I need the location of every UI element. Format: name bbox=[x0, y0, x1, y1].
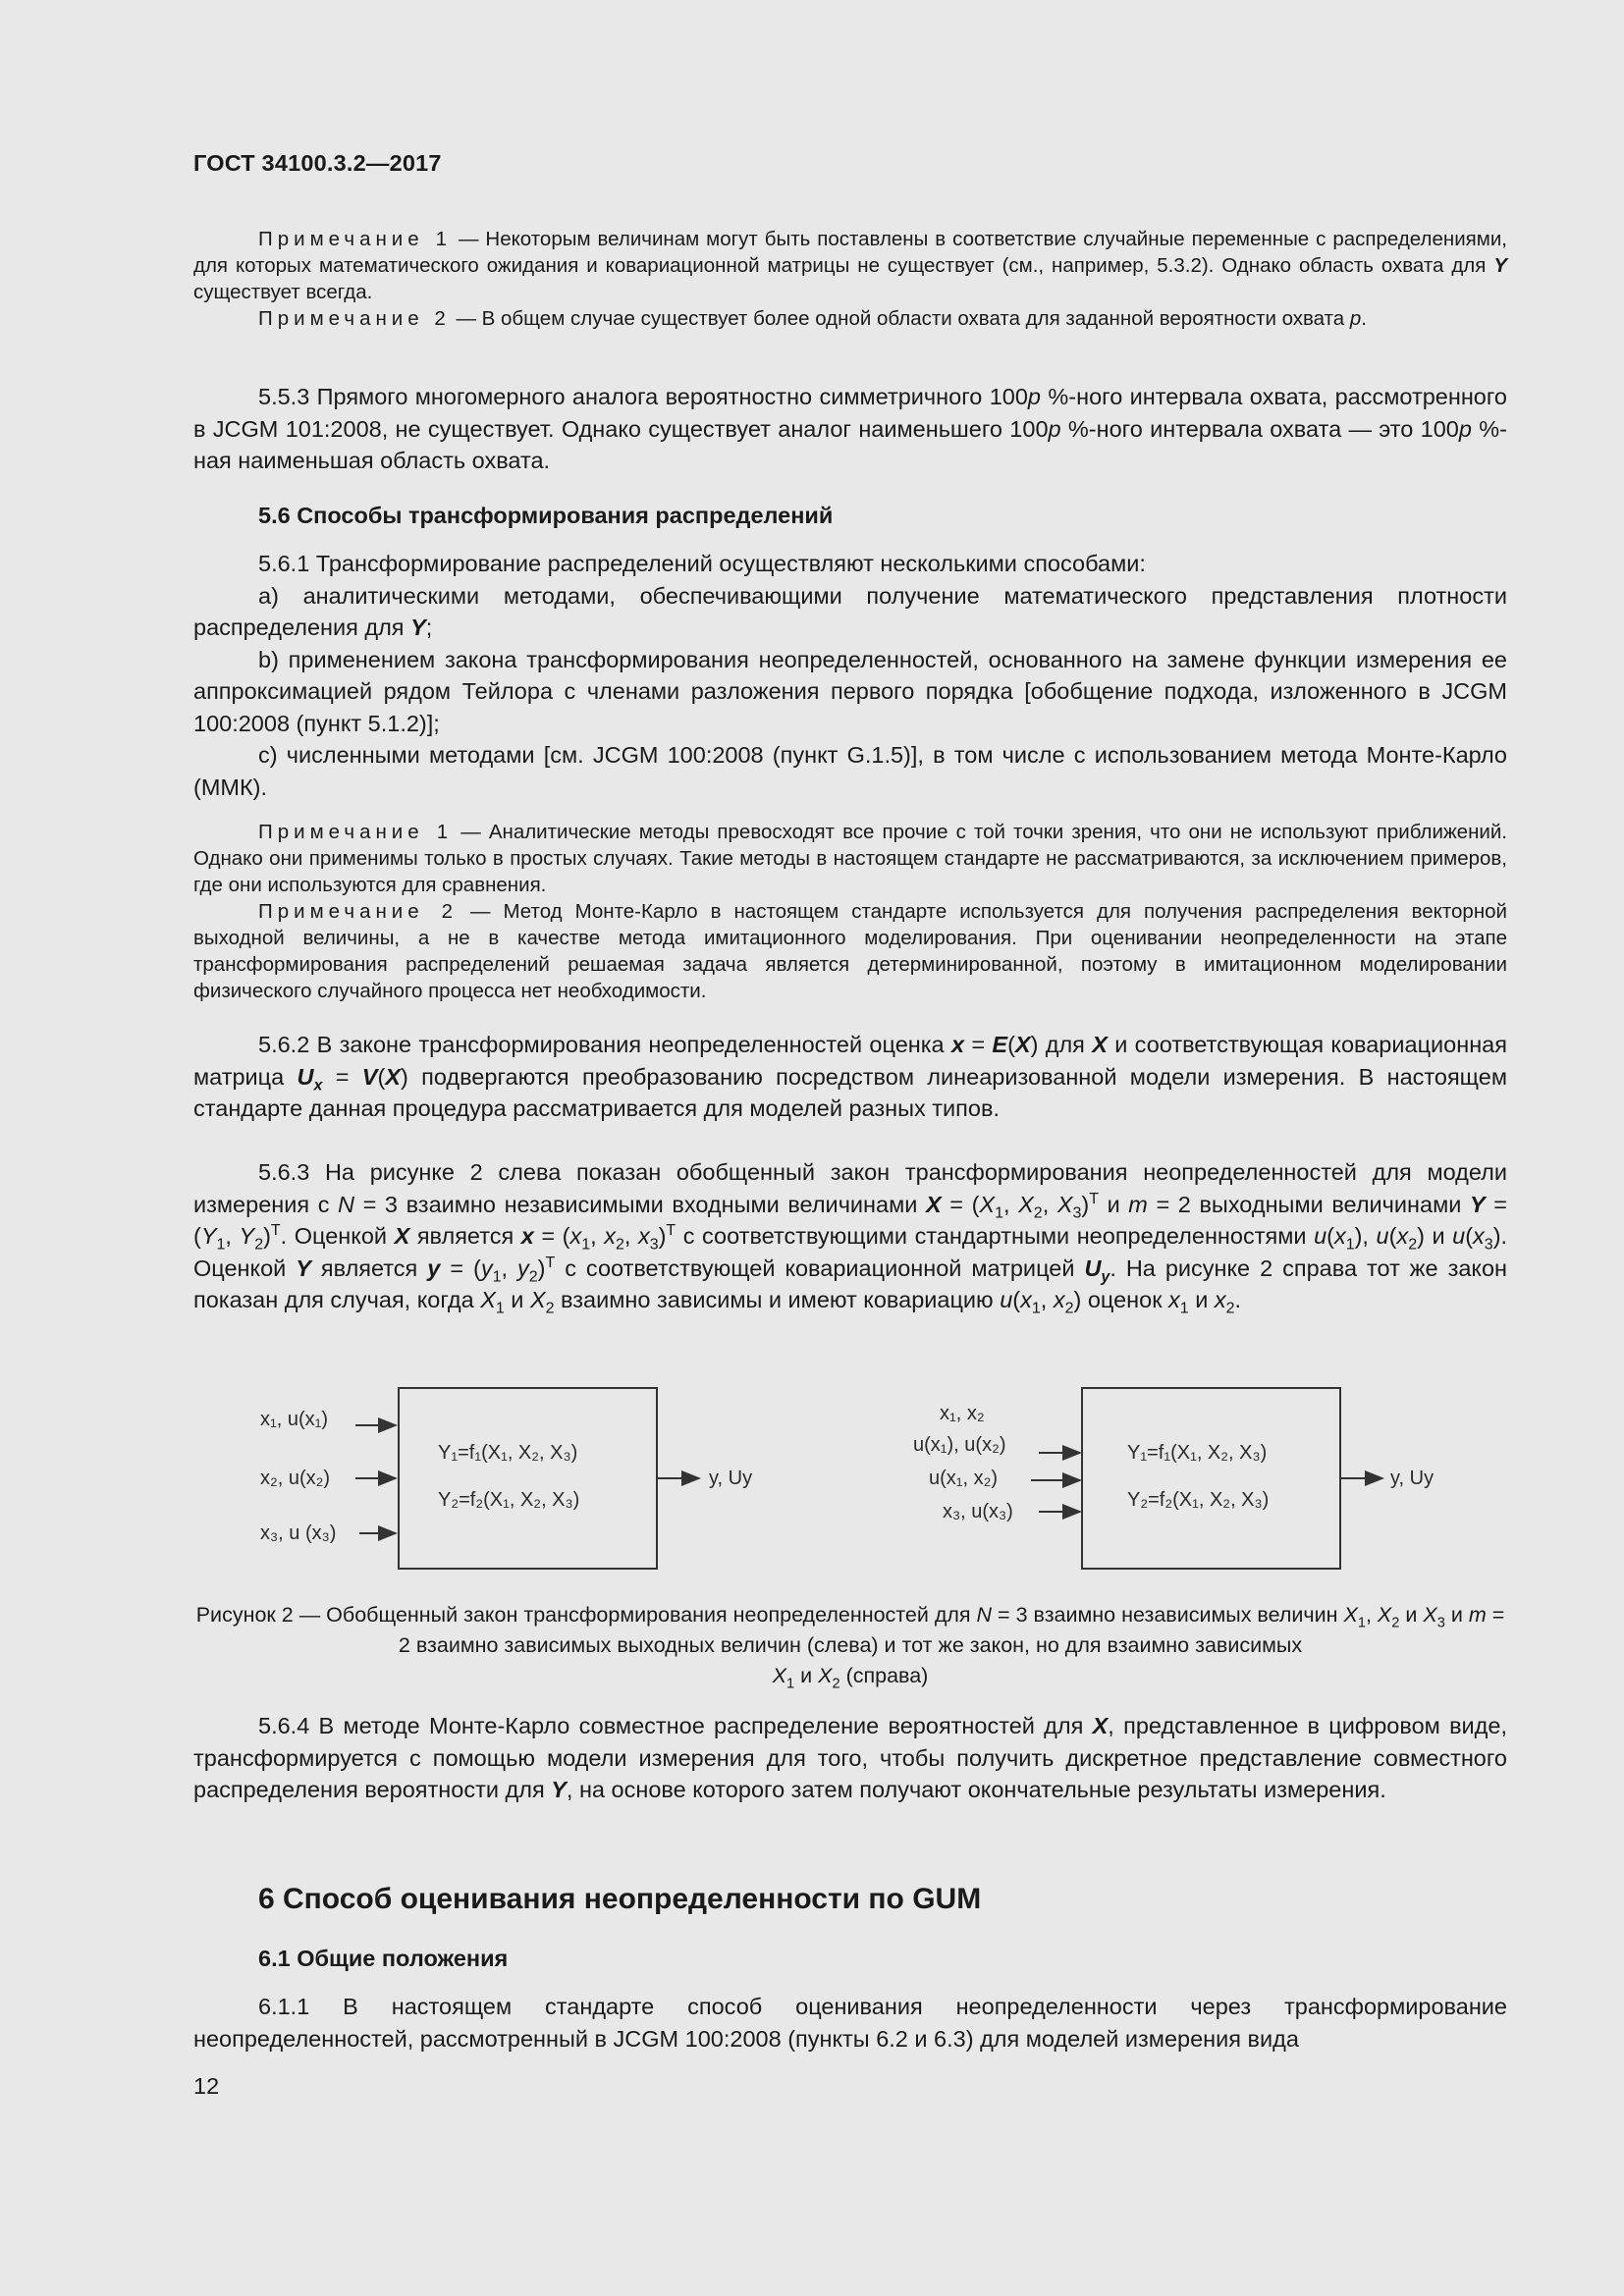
clause-5-5-3: 5.5.3 Прямого многомерного аналога вероятностно симметричного 100p %-ного интервала охвата, рассмотренного в JCGM 101:2008, не существует. Однако существует аналог наименьшего 100p %-ного интервала охвата — это 100p %-ная наименьшая область охвата. bbox=[193, 384, 1508, 473]
left-function-box bbox=[399, 1388, 657, 1569]
right-output: y, Uy bbox=[1390, 1468, 1435, 1489]
note-2: Примечание 2 — В общем случае существует более одной области охвата для заданной вероятности охвата p. bbox=[258, 307, 1367, 330]
left-input-1: x₁, u(x₁) bbox=[260, 1409, 329, 1430]
left-output: y, Uy bbox=[709, 1468, 753, 1489]
section-5-6-notes: Примечание 1 — Аналитические методы превосходят все прочие с той точки зрения, что они не используют приближений. Однако они применимы только в простых случаях. Такие методы в настоящем стандарте не рассматриваются, за исключением примеров, где они используются для сравнения. Примечание 2 — Метод Монте-Карло в настоящем стандарте используется для получения распределения векторной выходной величины, а не в качестве метода имитационного моделирования. При оценивании неопределенности на этапе трансформирования распределений решаемая задача является детерминированной, поэтому в имитационном моделировании физического случайного процесса нет необходимости. bbox=[193, 821, 1507, 1002]
right-input-3: u(x₁, x₂) bbox=[929, 1468, 999, 1489]
section-6-1-title: 6.1 Общие положения bbox=[258, 1946, 509, 1971]
left-equation-1: Y₁=f₁(X₁, X₂, X₃) bbox=[438, 1442, 578, 1464]
right-input-1: x₁, x₂ bbox=[940, 1403, 985, 1424]
left-equation-2: Y₂=f₂(X₁, X₂, X₃) bbox=[438, 1489, 580, 1511]
clause-5-6-4: 5.6.4 В методе Монте-Карло совместное распределение вероятностей для X, представленное в цифровом виде, трансформируется с помощью модели измерения для того, чтобы получить дискретное представление совместного распределения вероятности для Y, на основе которого затем получают окончательные результаты измерения. bbox=[193, 1713, 1507, 1802]
section-5-6-title: 5.6 Способы трансформирования распределений bbox=[258, 503, 834, 528]
clause-6-1-1: 6.1.1 В настоящем стандарте способ оценивания неопределенности через трансформирование неопределенностей, рассмотренный в JCGM 100:2008 (пункты 6.2 и 6.3) для моделей измерения вида bbox=[193, 1994, 1507, 2052]
right-function-box bbox=[1082, 1388, 1340, 1569]
clause-5-6-2: 5.6.2 В законе трансформирования неопределенностей оценка x = E(X) для X и соответствующая ковариационная матрица $U_x = V(X)$ подвергаются преобразованию посредством линеаризованной модели измерения. В настоящем стандарте данная процедура рассматривается для моделей разных типов. bbox=[193, 1032, 1507, 1121]
right-input-2: u(x₁), u(x₂) bbox=[913, 1434, 1006, 1456]
left-input-2: x₂, u(x₂) bbox=[260, 1468, 331, 1489]
section-6-1 bbox=[193, 1946, 1507, 1972]
page-number: 12 bbox=[193, 2073, 220, 2099]
section-6 bbox=[193, 1883, 1507, 1916]
note-1: Примечание 1 — Некоторым величинам могут быть поставлены в соответствие случайные переменные с распределениями, для которых математического ожидания и ковариационной матрицы не существует (см., например, 5.3.2). Однако область охвата для Y существует всегда. bbox=[193, 228, 1508, 303]
section-6-title: 6 Способ оценивания неопределенности по GUM bbox=[258, 1883, 982, 1915]
right-equation-2: Y₂=f₂(X₁, X₂, X₃) bbox=[1127, 1489, 1270, 1511]
section-5-6-body: 5.6.1 Трансформирование распределений осуществляют несколькими способами: a) аналитическими методами, обеспечивающими получение математического представления плотности распределения для Y; b) применением закона трансформирования неопределенностей, основанного на замене функции измерения ее аппроксимацией рядом Тейлора с членами разложения первого порядка [обобщение подхода, изложенного в JCGM 100:2008 (пункт 5.1.2)]; c) численными методами [см. JCGM 100:2008 (пункт G.1.5)], в том числе с использованием метода Монте-Карло (ММК). bbox=[193, 551, 1507, 800]
figure-2-caption: Рисунок 2 — Обобщенный закон трансформирования неопределенностей для N = 3 взаимно независимых величин $X_1$, $X_2$ и $X_3$ и m = 2 взаимно зависимых выходных величин (слева) и тот же закон, но для взаимно зависимых $X_1$ и $X_2$ (справа) bbox=[195, 1603, 1505, 1692]
right-input-4: x₃, u(x₃) bbox=[943, 1501, 1013, 1522]
clause-5-6-3: 5.6.3 На рисунке 2 слева показан обобщенный закон трансформирования неопределенностей для модели измерения с N = 3 взаимно независимыми входными величинами $X = (X_1$, $X_2$, $X_3)^T$ и m = 2 выходными величинами $Y = (Y_1$, $Y_2)^T$. Оценкой X является $x = (x_1$, $x_2$, $x_3)^T$ с соответствующими стандартными неопределенностями $u(x_1)$, $u(x_2)$ и $u(x_3)$. Оценкой Y является $y = (y_1$, $y_2)^T$ с соответствующей ковариационной матрицей $U_y$. На рисунке 2 справа тот же закон показан для случая, когда $X_1$ и $X_2$ взаимно зависимы и имеют ковариацию $u(x_1$, $x_2$) оценок $x_1$ и $x_2$. bbox=[193, 1159, 1508, 1317]
standard-header: ГОСТ 34100.3.2—2017 bbox=[193, 150, 442, 176]
right-equation-1: Y₁=f₁(X₁, X₂, X₃) bbox=[1127, 1442, 1268, 1464]
left-input-3: x₃, u (x₃) bbox=[260, 1522, 337, 1544]
